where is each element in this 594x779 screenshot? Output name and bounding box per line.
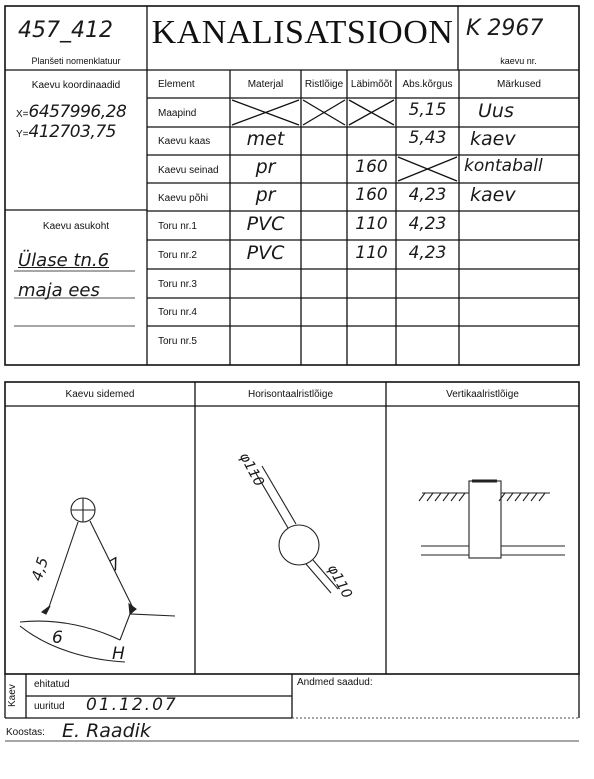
row-remark-value: kontaball — [464, 156, 543, 176]
corner-label-a: 6 — [52, 628, 63, 648]
row-element-label: Kaevu seinad — [158, 165, 219, 176]
author-signature: E. Raadik — [62, 720, 151, 742]
uuritud-label: uuritud — [34, 701, 65, 712]
row-abs-value: 5,15 — [408, 100, 447, 120]
row-remark-value: Uus — [478, 100, 514, 122]
row-material-value: pr — [255, 184, 276, 206]
row-element-label: Toru nr.2 — [158, 250, 197, 261]
tie-distance-b: 7 — [105, 553, 125, 576]
location-line-2: maja ees — [18, 280, 100, 301]
coordinate-x-prefix: X= — [16, 109, 29, 120]
uuritud-date: 01.12.07 — [86, 695, 178, 715]
coordinate-y-prefix: Y= — [16, 129, 29, 140]
row-abs-value: 5,43 — [408, 128, 447, 148]
sketch-vertical-label: Vertikaalristlõige — [446, 389, 519, 400]
row-element-label: Maapind — [158, 108, 197, 119]
row-material-value: met — [246, 128, 285, 150]
row-material-value: PVC — [246, 213, 285, 235]
col-header-materjal: Materjal — [247, 79, 284, 90]
vertical-section-sketch — [419, 481, 565, 558]
form-title: KANALISATSIOON — [151, 14, 454, 51]
coordinate-y — [16, 122, 146, 142]
row-material-value: PVC — [246, 242, 285, 264]
coordinate-x-value: 6457996,28 — [28, 102, 127, 122]
pipe-diameter-b: φ110 — [323, 562, 355, 602]
row-element-label: Toru nr.5 — [158, 336, 197, 347]
tie-distance-a: 4,5 — [27, 554, 53, 584]
nomenclature-label: Planšeti nomenklatuur — [31, 56, 121, 66]
row-element-label: Kaevu põhi — [158, 193, 209, 204]
coordinate-x — [16, 102, 146, 122]
row-diameter-value: 160 — [355, 185, 388, 205]
location-label: Kaevu asukoht — [42, 221, 110, 232]
row-abs-value: 4,23 — [408, 185, 447, 205]
row-element-label: Toru nr.1 — [158, 221, 197, 232]
col-header-ristloige: Ristlõige — [304, 79, 344, 90]
data-source-label: Andmed saadud: — [297, 677, 373, 688]
ehitatud-label: ehitatud — [34, 679, 70, 690]
coordinate-y-value: 412703,75 — [28, 122, 116, 142]
col-header-element: Element — [158, 79, 195, 90]
corner-label-b: H — [112, 644, 125, 664]
row-remark-value: kaev — [470, 184, 516, 206]
coordinates-label: Kaevu koordinaadid — [31, 80, 121, 91]
row-diameter-value: 160 — [355, 157, 388, 177]
kaev-side-label: Kaev — [7, 684, 18, 707]
col-header-labimoot: Läbimõõt — [350, 79, 393, 90]
author-label: Koostas: — [6, 727, 45, 738]
row-abs-value: 4,23 — [408, 214, 447, 234]
col-header-abs: Abs.kõrgus — [402, 79, 453, 90]
well-number-label: kaevu nr. — [500, 56, 537, 66]
row-remark-value: kaev — [470, 128, 516, 150]
nomenclature-value: 457_412 — [18, 18, 113, 43]
row-material-value: pr — [255, 156, 276, 178]
row-element-label: Toru nr.4 — [158, 307, 197, 318]
row-diameter-value: 110 — [355, 214, 388, 234]
location-line-1: Ülase tn.6 — [18, 250, 110, 271]
row-abs-value: 4,23 — [408, 243, 447, 263]
row-element-label: Toru nr.3 — [158, 279, 197, 290]
col-header-markused: Märkused — [497, 79, 541, 90]
pipe-diameter-a: φ110 — [235, 450, 267, 490]
well-number-value: K 2967 — [466, 16, 544, 41]
sketch-ties-label: Kaevu sidemed — [65, 389, 135, 400]
row-diameter-value: 110 — [355, 243, 388, 263]
row-element-label: Kaevu kaas — [158, 136, 211, 147]
sketch-horizontal-label: Horisontaalristlõige — [247, 389, 334, 400]
